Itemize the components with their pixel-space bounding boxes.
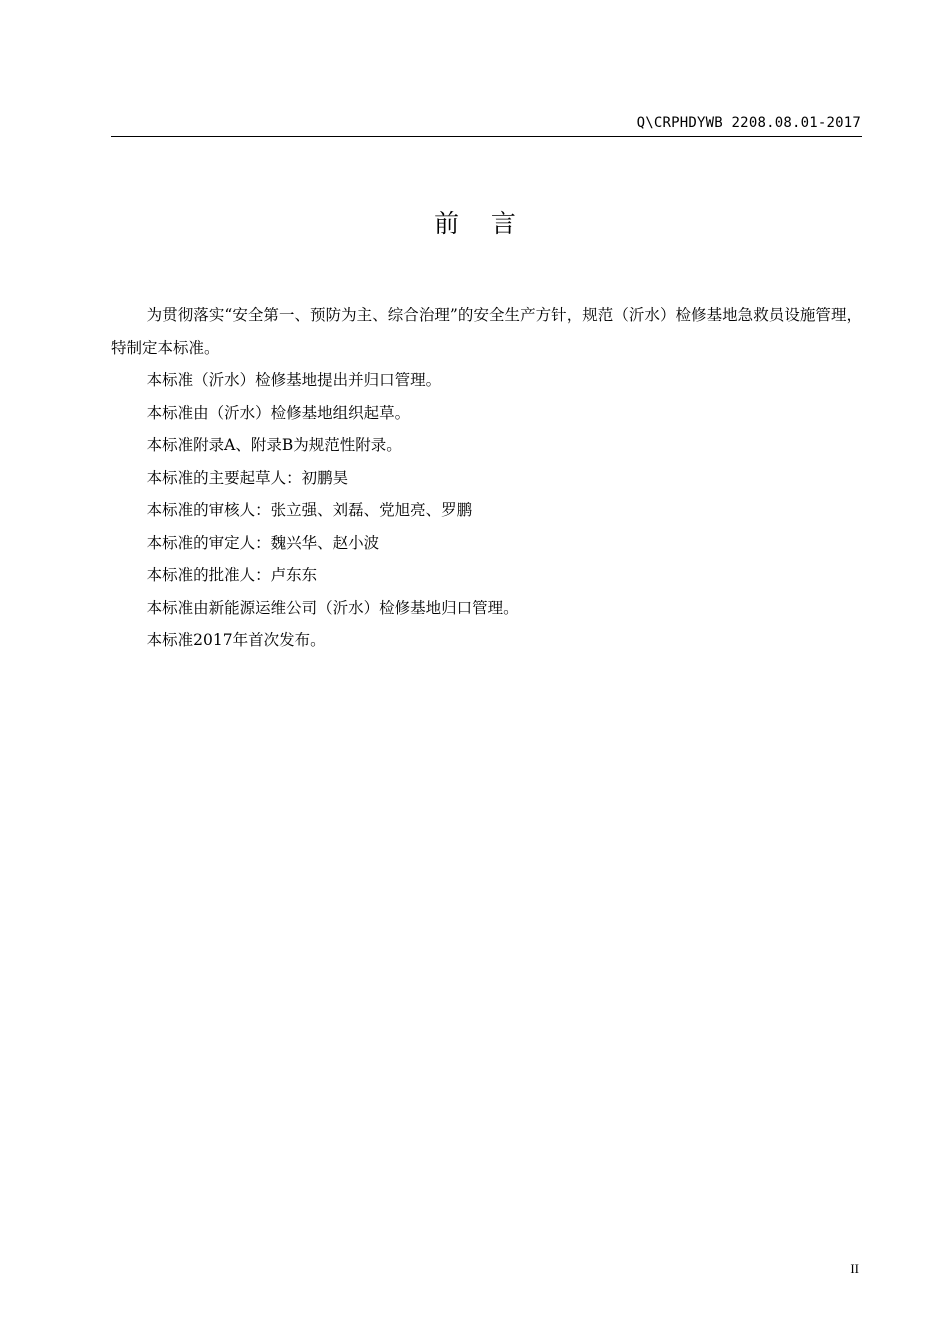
header-divider bbox=[111, 136, 862, 137]
paragraph-first-release: 本标准2017年首次发布。 bbox=[146, 631, 326, 649]
paragraph-approver: 本标准的批准人：卢东东 bbox=[146, 566, 318, 584]
document-code: Q\CRPHDYWB 2208.08.01-2017 bbox=[636, 115, 861, 131]
paragraph-appendices: 本标准附录A、附录B为规范性附录。 bbox=[146, 436, 402, 454]
paragraph-reviewers: 本标准的审核人：张立强、刘磊、党旭亮、罗鹏 bbox=[146, 501, 473, 519]
page-number: II bbox=[850, 1261, 859, 1276]
paragraph-drafting-org: 本标准由（沂水）检修基地组织起草。 bbox=[146, 403, 411, 422]
paragraph-verifiers: 本标准的审定人：魏兴华、赵小波 bbox=[146, 533, 380, 552]
page-title: 前 言 bbox=[434, 209, 516, 238]
foreword-body bbox=[111, 299, 862, 657]
paragraph-management: 本标准由新能源运维公司（沂水）检修基地归口管理。 bbox=[146, 598, 519, 617]
paragraph-proposer: 本标准（沂水）检修基地提出并归口管理。 bbox=[146, 371, 442, 389]
paragraph-purpose: 为贯彻落实“安全第一、预防为主、综合治理”的安全生产方针，规范（沂水）检修基地急救员设施管理，特制定本标准。 bbox=[111, 306, 862, 357]
paragraph-main-drafter: 本标准的主要起草人：初鹏昊 bbox=[146, 468, 349, 487]
